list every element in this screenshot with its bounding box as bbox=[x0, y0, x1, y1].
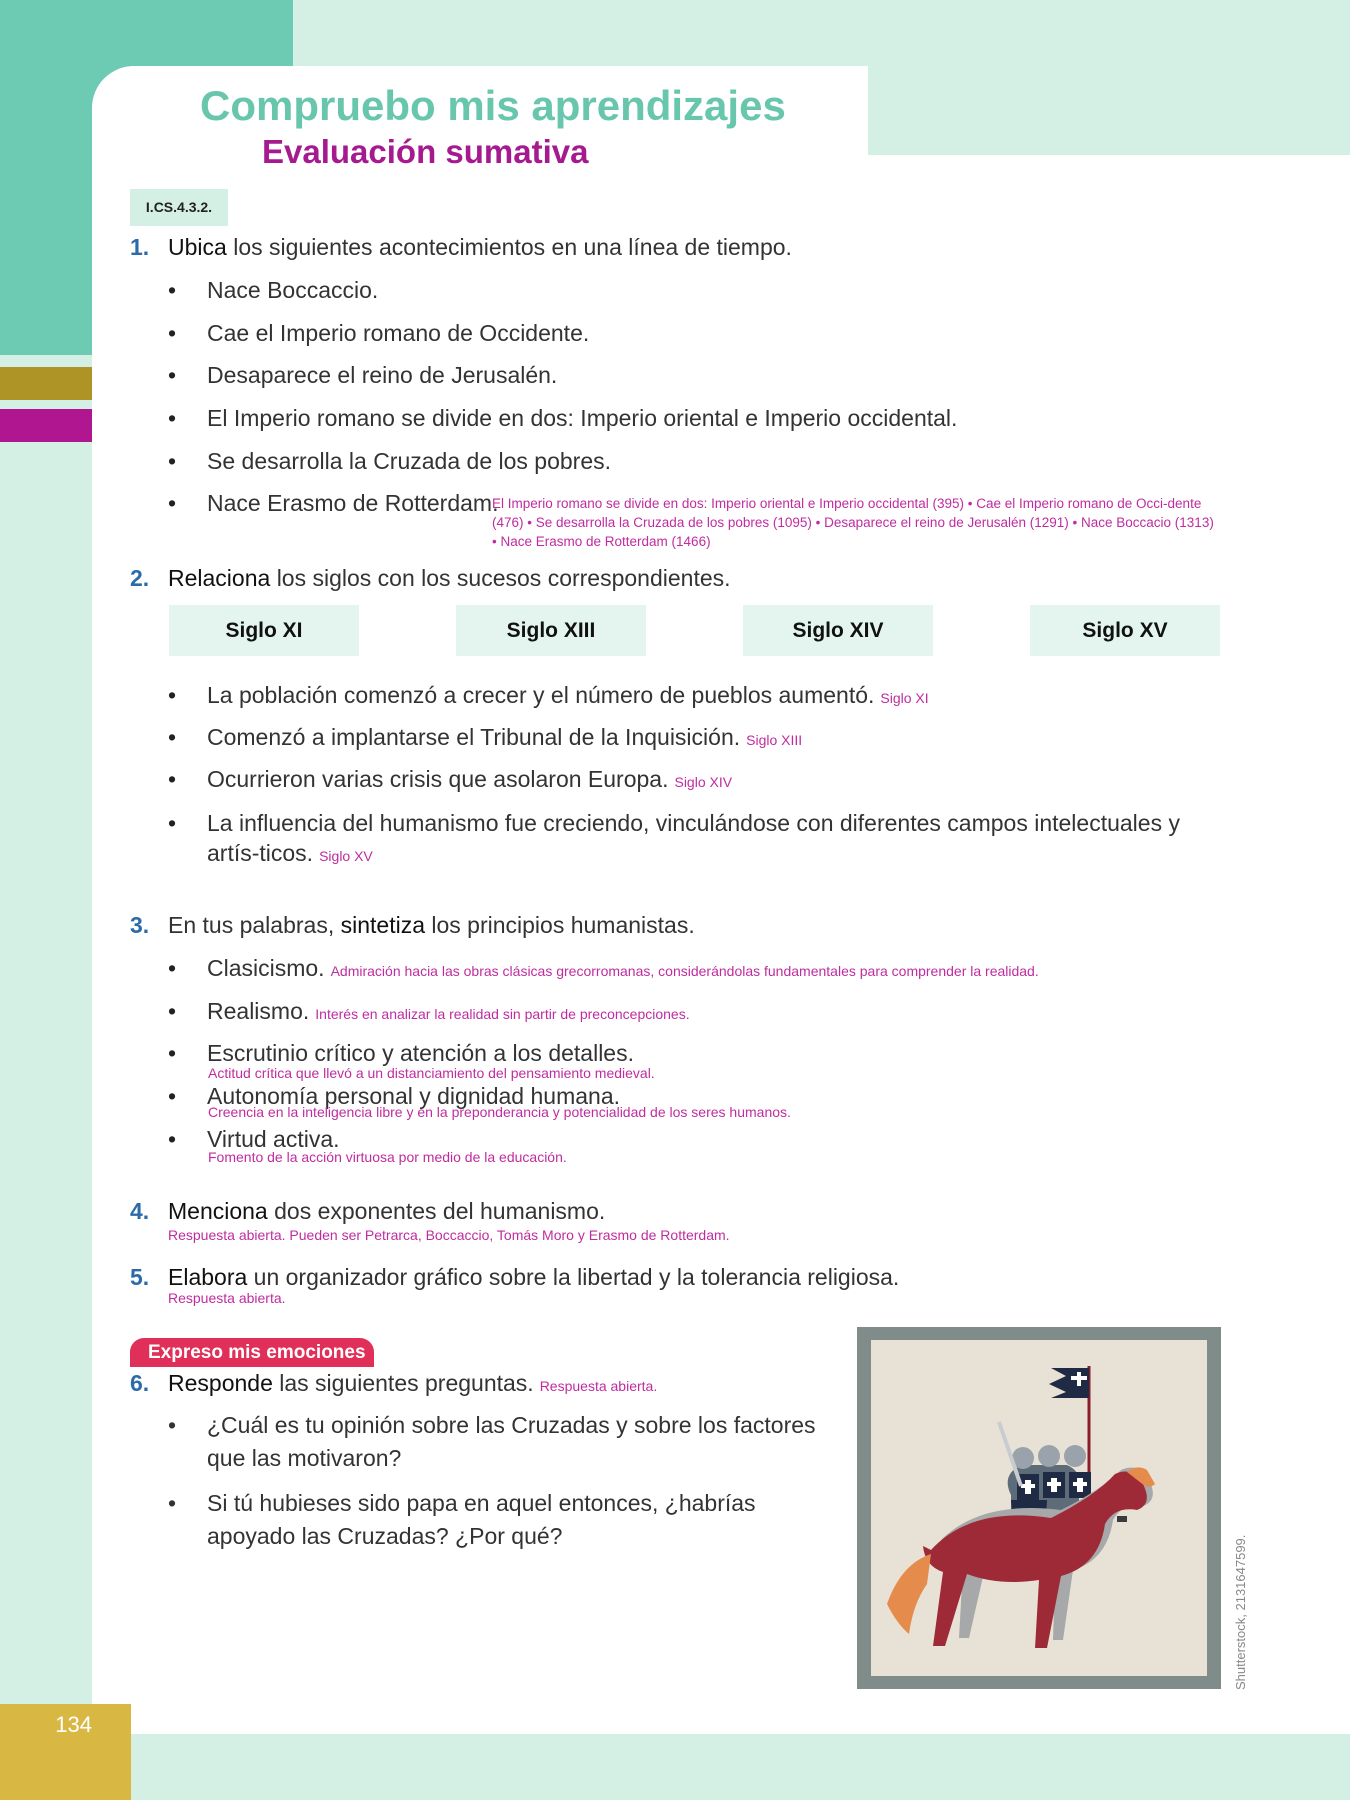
answer-inline: Siglo XIV bbox=[674, 774, 733, 790]
question-verb: Responde bbox=[168, 1370, 273, 1396]
question-number: 2. bbox=[130, 565, 150, 591]
question-number: 4. bbox=[130, 1198, 150, 1224]
bullet-icon: • bbox=[168, 1083, 177, 1109]
list-item: • Desaparece el reino de Jerusalén. bbox=[168, 362, 558, 388]
bullet-icon: • bbox=[168, 724, 177, 750]
bullet-icon: • bbox=[168, 1040, 177, 1066]
question-text: las siguientes preguntas. bbox=[279, 1370, 534, 1396]
answer-inline: Interés en analizar la realidad sin partir de preconcepciones. bbox=[315, 1006, 690, 1022]
list-item: • Virtud activa. bbox=[168, 1126, 340, 1152]
crusaders-illustration bbox=[857, 1327, 1221, 1689]
bullet-icon: • bbox=[168, 766, 177, 792]
bullet-icon: • bbox=[168, 320, 177, 346]
image-credit: Shutterstock, 2131647599. bbox=[1233, 1534, 1248, 1690]
bullet-icon: • bbox=[168, 405, 177, 431]
knights-on-horses-image bbox=[871, 1340, 1207, 1676]
list-item: • Realismo. Interés en analizar la realidad sin partir de preconcepciones. bbox=[168, 998, 690, 1024]
question-verb: Menciona bbox=[168, 1198, 268, 1224]
decor-band-magenta bbox=[0, 409, 92, 442]
question-2 bbox=[130, 565, 731, 592]
answer-inline: Siglo XV bbox=[319, 848, 373, 864]
list-item: • Comenzó a implantarse el Tribunal de la Inquisición. Siglo XIII bbox=[168, 724, 803, 750]
list-item: • La población comenzó a crecer y el número de pueblos aumentó. Siglo XI bbox=[168, 682, 929, 708]
question-verb: Elabora bbox=[168, 1264, 248, 1290]
list-item: • ¿Cuál es tu opinión sobre las Cruzadas y sobre los factores que las motivaron? bbox=[168, 1409, 828, 1475]
list-item: • Nace Erasmo de Rotterdam. bbox=[168, 490, 499, 516]
answer-inline: Siglo XI bbox=[880, 690, 929, 706]
answer-block: Creencia en la inteligencia libre y en la preponderancia y potencialidad de los seres humanos. bbox=[208, 1104, 791, 1120]
question-text: dos exponentes del humanismo. bbox=[274, 1198, 606, 1224]
question-verb: sintetiza bbox=[340, 912, 425, 938]
bullet-icon: • bbox=[168, 490, 177, 516]
emotions-label: Expreso mis emociones bbox=[130, 1338, 374, 1367]
list-item: • Escrutinio crítico y atención a los detalles. bbox=[168, 1040, 634, 1066]
bullet-icon: • bbox=[168, 955, 177, 981]
decor-top-right bbox=[868, 0, 1350, 155]
question-number: 5. bbox=[130, 1264, 150, 1290]
bullet-icon: • bbox=[168, 1412, 177, 1438]
answer-inline: Respuesta abierta. bbox=[539, 1378, 658, 1394]
question-text: los siglos con los sucesos correspondientes. bbox=[276, 565, 731, 591]
list-item: • Autonomía personal y dignidad humana. bbox=[168, 1083, 621, 1109]
bullet-icon: • bbox=[168, 1126, 177, 1152]
question-1 bbox=[130, 234, 792, 261]
list-item: • Se desarrolla la Cruzada de los pobres. bbox=[168, 448, 612, 474]
question-text: los siguientes acontecimientos en una línea de tiempo. bbox=[233, 234, 792, 260]
list-item: • La influencia del humanismo fue creciendo, vinculándose con diferentes campos intelectuales y artís-ticos. Siglo XV bbox=[168, 810, 1180, 866]
question-6 bbox=[130, 1370, 657, 1397]
answer-inline: Admiración hacia las obras clásicas grecorromanas, considerándolas fundamentales para comprender la realidad. bbox=[330, 963, 1039, 979]
siglo-box: Siglo XIII bbox=[456, 605, 646, 656]
list-item: • Clasicismo. Admiración hacia las obras clásicas grecorromanas, considerándolas fundamentales para comprender la realidad. bbox=[168, 955, 1039, 981]
question-text: los principios humanistas. bbox=[431, 912, 695, 938]
footer-strip bbox=[92, 1734, 1350, 1800]
question-verb: Relaciona bbox=[168, 565, 271, 591]
siglo-box: Siglo XIV bbox=[743, 605, 933, 656]
bullet-icon: • bbox=[168, 682, 177, 708]
answer-block: Respuesta abierta. bbox=[168, 1290, 286, 1306]
page-subtitle: Evaluación sumativa bbox=[262, 133, 589, 170]
page-number: 134 bbox=[55, 1712, 92, 1737]
question-3: 3. En tus palabras, sintetiza los principios humanistas. bbox=[130, 912, 695, 938]
criterion-code: I.CS.4.3.2. bbox=[130, 189, 228, 226]
question-verb: Ubica bbox=[168, 234, 227, 260]
question-number: 3. bbox=[130, 912, 150, 938]
bullet-icon: • bbox=[168, 1490, 177, 1516]
answer-block: Fomento de la acción virtuosa por medio de la educación. bbox=[208, 1149, 567, 1165]
list-item: • Cae el Imperio romano de Occidente. bbox=[168, 320, 590, 346]
question-number: 6. bbox=[130, 1370, 150, 1396]
decor-band-olive bbox=[0, 367, 92, 400]
siglo-box: Siglo XI bbox=[169, 605, 359, 656]
answer-block: Actitud crítica que llevó a un distanciamiento del pensamiento medieval. bbox=[208, 1065, 655, 1081]
siglo-box: Siglo XV bbox=[1030, 605, 1220, 656]
question-4 bbox=[130, 1198, 605, 1225]
answer-inline: Siglo XIII bbox=[746, 732, 803, 748]
list-item: • Nace Boccaccio. bbox=[168, 277, 379, 303]
bullet-icon: • bbox=[168, 998, 177, 1024]
answer-block: Respuesta abierta. Pueden ser Petrarca, Boccaccio, Tomás Moro y Erasmo de Rotterdam. bbox=[168, 1227, 730, 1243]
list-item: • El Imperio romano se divide en dos: Imperio oriental e Imperio occidental. bbox=[168, 405, 958, 431]
bullet-icon: • bbox=[168, 362, 177, 388]
question-5 bbox=[130, 1264, 899, 1291]
question-number: 1. bbox=[130, 234, 150, 260]
list-item: • Si tú hubieses sido papa en aquel entonces, ¿habrías apoyado las Cruzadas? ¿Por qué? bbox=[168, 1487, 828, 1553]
bullet-icon: • bbox=[168, 810, 177, 836]
list-item: • Ocurrieron varias crisis que asolaron Europa. Siglo XIV bbox=[168, 766, 733, 792]
bullet-icon: • bbox=[168, 448, 177, 474]
page-title: Compruebo mis aprendizajes bbox=[200, 82, 786, 129]
bullet-icon: • bbox=[168, 277, 177, 303]
answer-q1: El Imperio romano se divide en dos: Imperio oriental e Imperio occidental (395) • Cae el Imperio romano de Occi-dente (476) • Se desarrolla la Cruzada de los pobres (1095) • Desaparece el reino de Jerusalén (1291) • Nace Boccacio (1313) • Nace Erasmo de Rotterdam (1466) bbox=[492, 496, 1214, 549]
question-text: un organizador gráfico sobre la libertad y la tolerancia religiosa. bbox=[253, 1264, 900, 1290]
